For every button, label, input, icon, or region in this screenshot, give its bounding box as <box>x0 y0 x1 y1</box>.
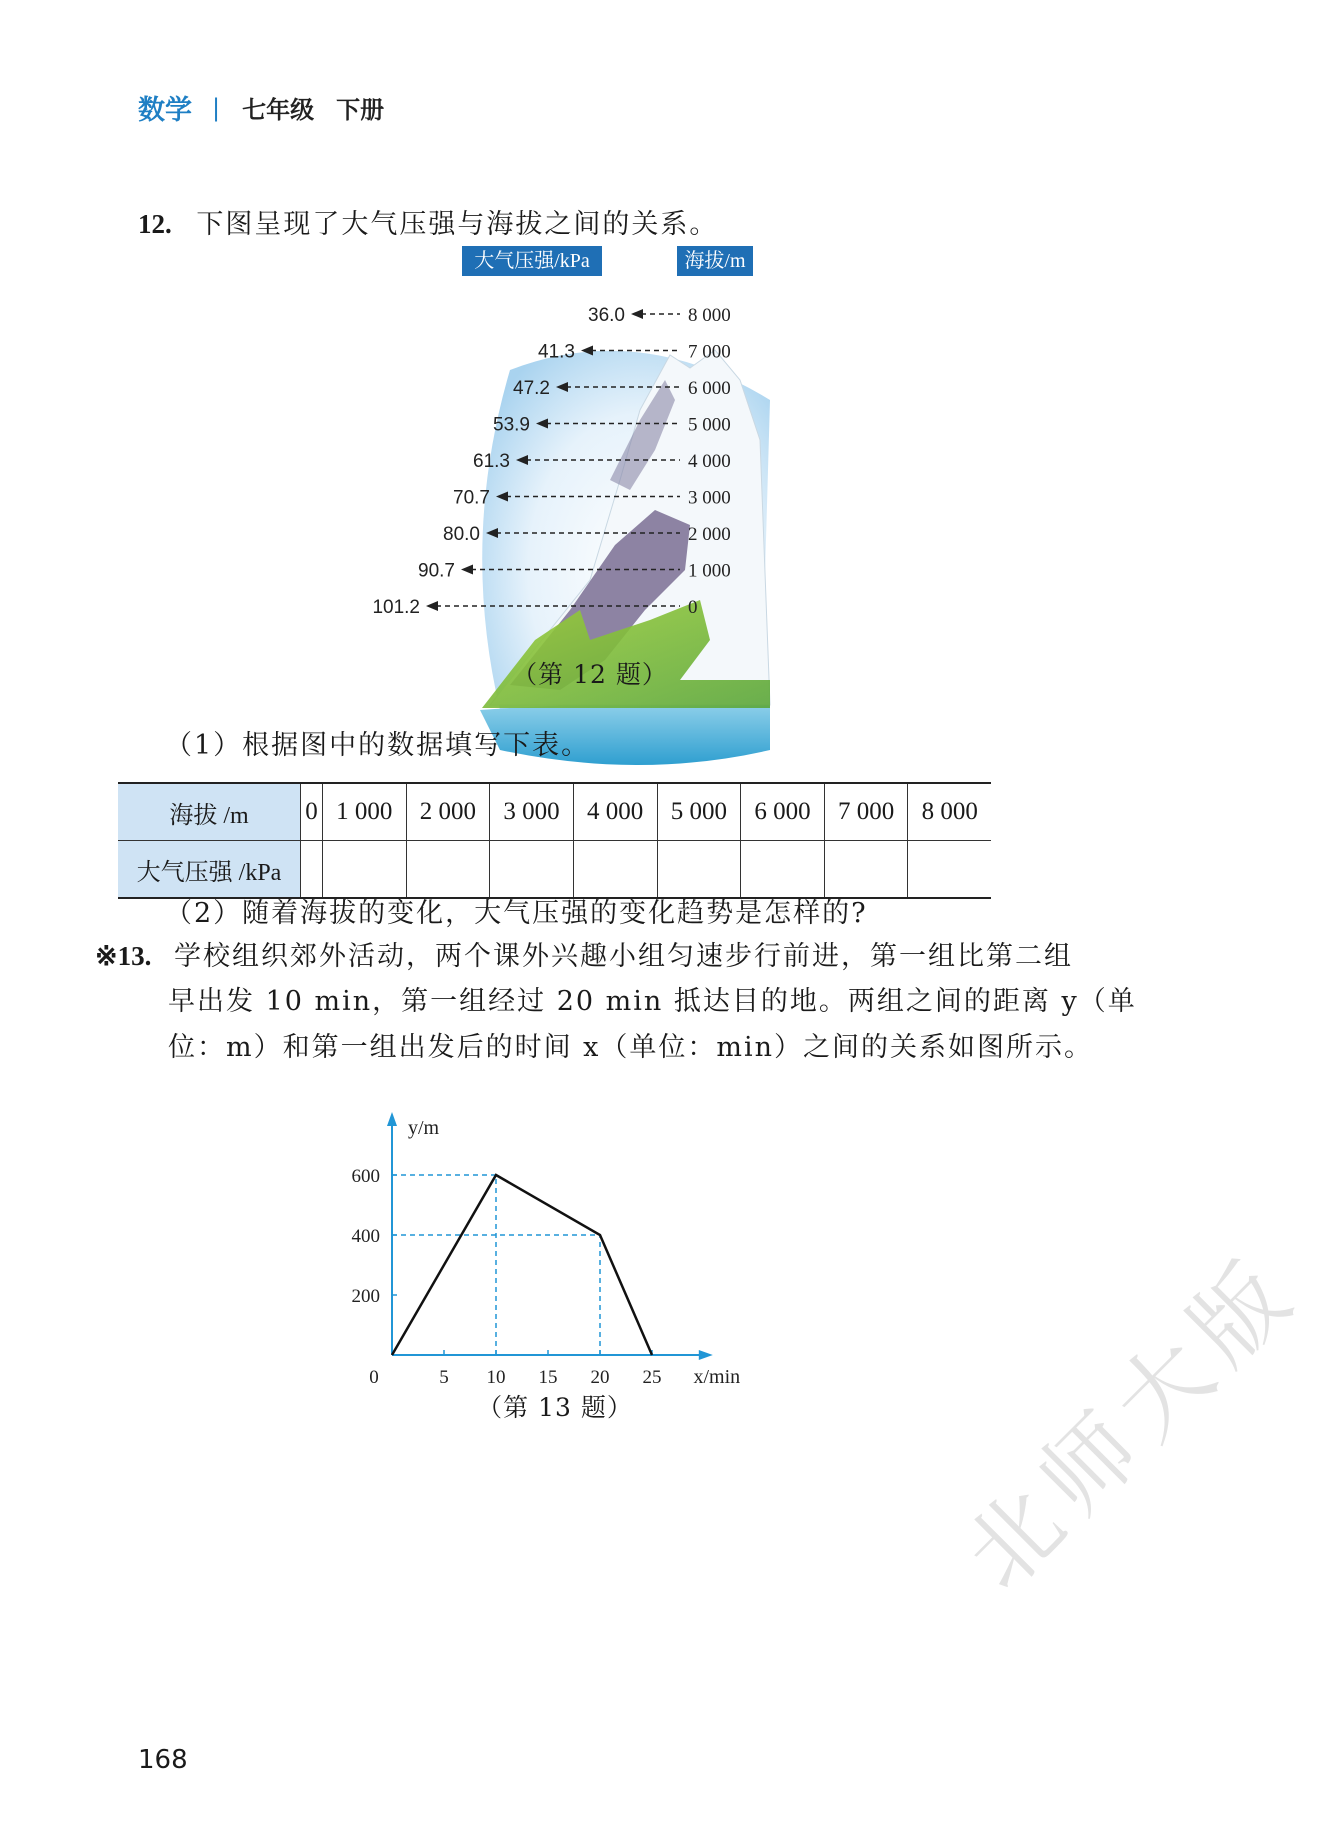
arrow-head-icon <box>426 601 438 611</box>
pressure-value: 90.7 <box>418 560 455 582</box>
table-cell: 8 000 <box>908 783 991 841</box>
distance-series-line <box>392 1175 652 1355</box>
altitude-value: 7 000 <box>688 341 731 363</box>
table-row-pressure <box>118 841 991 899</box>
table-row-altitude <box>118 783 991 841</box>
altitude-value: 5 000 <box>688 414 731 436</box>
table-blank-cell[interactable] <box>741 841 825 899</box>
altitude-value: 0 <box>688 597 698 618</box>
altitude-value: 2 000 <box>688 524 731 545</box>
x-axis-label: x/min <box>693 1366 741 1388</box>
table-blank-cell[interactable] <box>301 841 323 899</box>
pressure-value: 41.3 <box>538 341 575 363</box>
x-tick-label: 5 <box>439 1367 449 1388</box>
altitude-axis-label: 海拔/m <box>684 250 746 272</box>
pressure-value: 70.7 <box>453 487 490 509</box>
q12-caption: （第 12 题） <box>512 660 668 689</box>
table-blank-cell[interactable] <box>573 841 657 899</box>
q12-text: 下图呈现了大气压强与海拔之间的关系。 <box>196 209 719 240</box>
page-number: 168 <box>138 1745 188 1775</box>
q13-text-line3: 位：m）和第一组出发后的时间 x（单位：min）之间的关系如图所示。 <box>168 1032 1094 1063</box>
grade-label: 七年级 <box>242 96 315 124</box>
volume-label: 下册 <box>336 96 385 124</box>
x-tick-label: 15 <box>538 1367 558 1388</box>
q12-part2: （2）随着海拔的变化，大气压强的变化趋势是怎样的? <box>165 898 868 929</box>
table-cell: 6 000 <box>741 783 825 841</box>
origin-label: 0 <box>369 1367 379 1388</box>
table-cell: 5 000 <box>657 783 741 841</box>
page-header <box>138 88 384 127</box>
q13-caption: （第 13 题） <box>477 1393 633 1422</box>
table-cell: 2 000 <box>406 783 490 841</box>
altitude-value: 1 000 <box>688 560 731 582</box>
header-separator: | <box>212 93 221 122</box>
table-blank-cell[interactable] <box>657 841 741 899</box>
altitude-value: 4 000 <box>688 451 731 472</box>
pressure-value: 101.2 <box>372 597 420 618</box>
q12-number: 12. <box>138 209 172 239</box>
table-cell: 7 000 <box>824 783 908 841</box>
arrow-head-icon <box>461 565 473 575</box>
table-blank-cell[interactable] <box>490 841 574 899</box>
pressure-value: 47.2 <box>513 378 550 399</box>
pressure-value: 36.0 <box>588 305 625 326</box>
table-cell: 4 000 <box>573 783 657 841</box>
table-header-pressure: 大气压强 /kPa <box>118 841 301 899</box>
y-tick-label: 600 <box>351 1166 380 1187</box>
q13-line1 <box>95 940 1073 973</box>
q12-part1: （1）根据图中的数据填写下表。 <box>165 730 591 761</box>
table-cell: 3 000 <box>490 783 574 841</box>
y-tick-label: 400 <box>351 1226 380 1247</box>
distance-time-chart <box>340 1110 780 1390</box>
table-blank-cell[interactable] <box>824 841 908 899</box>
publisher-watermark: 北师大版 <box>944 1234 1320 1610</box>
pressure-value: 53.9 <box>493 414 530 436</box>
y-tick-label: 200 <box>351 1286 380 1307</box>
y-axis-label: y/m <box>408 1117 440 1139</box>
table-header-altitude: 海拔 /m <box>118 783 301 841</box>
x-tick-label: 10 <box>486 1367 506 1388</box>
table-cell: 1 000 <box>322 783 406 841</box>
y-axis-arrow-icon <box>387 1112 397 1126</box>
q12-stem <box>138 208 718 241</box>
pressure-value: 61.3 <box>473 451 510 472</box>
altitude-value: 6 000 <box>688 378 731 399</box>
table-blank-cell[interactable] <box>406 841 490 899</box>
altitude-pressure-table <box>118 782 991 899</box>
x-axis-arrow-icon <box>699 1350 713 1360</box>
arrow-head-icon <box>631 309 643 319</box>
q13-number: ※13. <box>95 941 152 971</box>
table-blank-cell[interactable] <box>908 841 991 899</box>
pressure-axis-label: 大气压强/kPa <box>474 250 590 272</box>
altitude-value: 3 000 <box>688 487 731 509</box>
subject-label: 数学 <box>138 95 192 126</box>
q13-text-line1: 学校组织郊外活动，两个课外兴趣小组匀速步行前进，第一组比第二组 <box>173 941 1073 972</box>
x-tick-label: 20 <box>590 1367 610 1388</box>
altitude-value: 8 000 <box>688 305 731 326</box>
table-cell: 0 <box>301 783 323 841</box>
pressure-value: 80.0 <box>443 524 480 545</box>
q13-text-line2: 早出发 10 min，第一组经过 20 min 抵达目的地。两组之间的距离 y（单 <box>168 986 1137 1017</box>
table-blank-cell[interactable] <box>322 841 406 899</box>
x-tick-label: 25 <box>642 1367 662 1388</box>
